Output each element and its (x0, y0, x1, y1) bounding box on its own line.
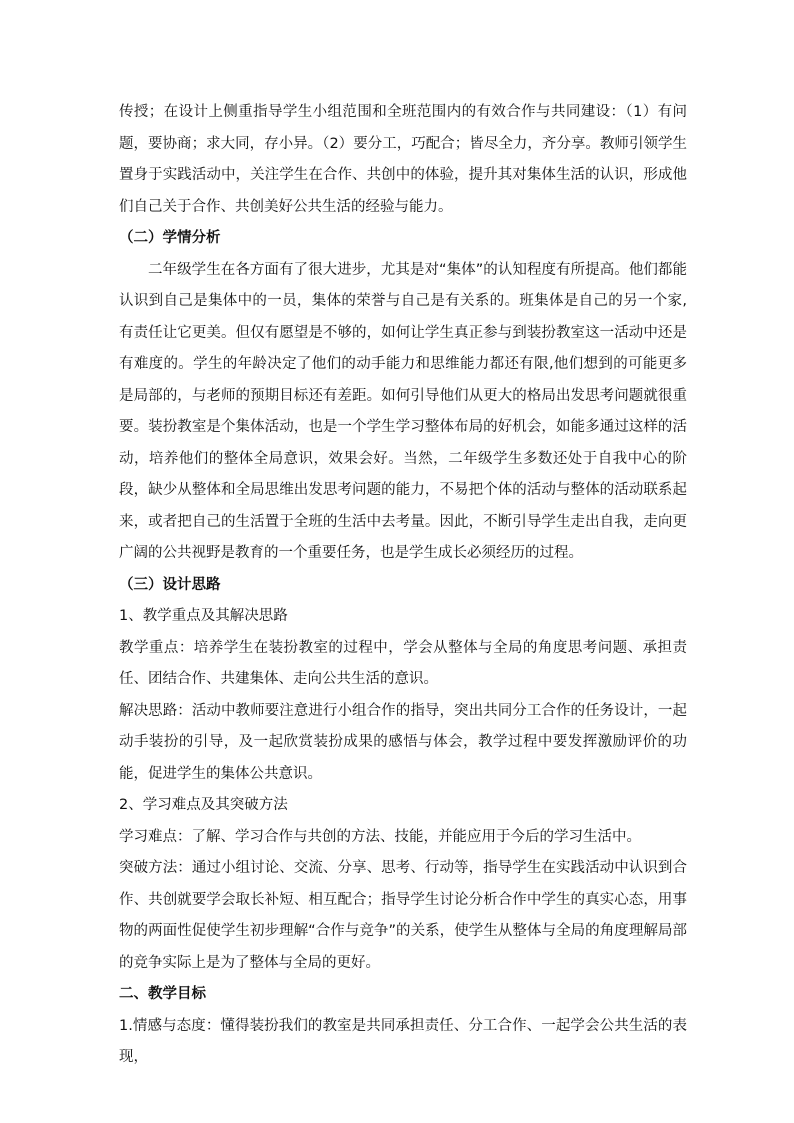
goal-1: 1.情感与态度：懂得装扮我们的教室是共同承担责任、分工合作、一起学会公共生活的表现， (119, 1017, 687, 1065)
item-2-title: 2、学习难点及其突破方法 (119, 797, 288, 813)
section-3-title: （三）设计思路 (119, 576, 221, 593)
section-2-title: （二）学情分析 (119, 230, 221, 246)
item-2-method: 突破方法：通过小组讨论、交流、分享、思考、行动等，指导学生在实践活动中认识到合作、共创就要学会取长补短、相互配合；指导学生讨论分析合作中学生的真实心态，用事物的两面性促使学生初步理解“合作与竞争”的关系，使学生从整体与全局的角度理解局部的竞争实际上是为了整体与全局的更好。 (119, 860, 687, 971)
item-1-solution: 解决思路：活动中教师要注意进行小组合作的指导，突出共同分工合作的任务设计，一起动手装扮的引导，及一起欣赏装扮成果的感悟与体会，教学过程中要发挥激励评价的功能，促进学生的集体公共意识。 (119, 702, 687, 782)
document-page (119, 97, 687, 1074)
item-2-difficulty: 学习难点：了解、学习合作与共创的方法、技能，并能应用于今后的学习生活中。 (119, 828, 641, 845)
intro-paragraph: 传授；在设计上侧重指导学生小组范围和全班范围内的有效合作与共同建设：（1）有问题，要协商；求大同，存小异。（2）要分工，巧配合；皆尽全力，齐分享。教师引领学生置身于实践活动中，关注学生在合作、共创中的体验，提升其对集体生活的认识，形成他们自己关于合作、共创美好公共生活的经验与能力。 (119, 104, 687, 215)
section-2-body: 二年级学生在各方面有了很大进步，尤其是对“集体”的认知程度有所提高。他们都能认识到自己是集体中的一员，集体的荣誉与自己是有关系的。班集体是自己的另一个家,有责任让它更美。但仅有愿望是不够的，如何让学生真正参与到装扮教室这一活动中还是有难度的。学生的年龄决定了他们的动手能力和思维能力都还有限,他们想到的可能更多是局部的，与老师的预期目标还有差距。如何引导他们从更大的格局出发思考问题就很重要。装扮教室是个集体活动，也是一个学生学习整体布局的好机会，如能多通过这样的活动，培养他们的整体全局意识，效果会好。当然，二年级学生多数还处于自我中心的阶段，缺少从整体和全局思维出发思考问题的能力，不易把个体的活动与整体的活动联系起来，或者把自己的生活置于全班的生活中去考量。因此，不断引导学生走出自我，走向更广阔的公共视野是教育的一个重要任务，也是学生成长必须经历的过程。 (119, 261, 687, 561)
part-2-title: 二、教学目标 (119, 986, 206, 1002)
item-1-focus: 教学重点：培养学生在装扮教室的过程中，学会从整体与全局的角度思考问题、承担责任、团结合作、共建集体、走向公共生活的意识。 (119, 639, 687, 687)
item-1-title: 1、教学重点及其解决思路 (119, 608, 288, 624)
